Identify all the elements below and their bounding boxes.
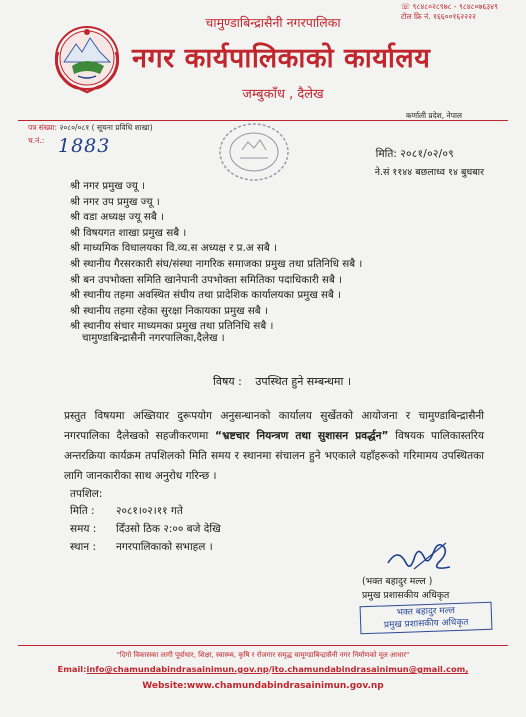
schedule-details bbox=[70, 502, 221, 556]
date-label: मिति: bbox=[375, 148, 397, 160]
stamp-name: भक्त बहादुर मल्ल bbox=[396, 605, 456, 619]
letter-number-value: २०८०/०८१ ( सूचना प्रविधि शाखा) bbox=[59, 123, 153, 132]
recipient-item: श्री स्थानीय संचार माध्यमका प्रमुख तथा प्रतिनिधि सबै । bbox=[70, 320, 274, 333]
body-text-1: प्रस्तुत विषयमा अख्तियार दुरूपयोग अनुसन्धानको कार्यालय सुर्खेतको आयोजना र चामुण्डाबिन्द्रासैनी नगरपालिका दैलेखको सहजीकरणमा bbox=[64, 410, 484, 442]
phone-numbers: ☏ ९८४८०२८९७८ - ९८४८०७६३४९ bbox=[400, 2, 498, 11]
stamp-designation: प्रमुख प्रशासकीय अधिकृत bbox=[383, 617, 469, 631]
footer-website bbox=[0, 681, 526, 691]
body-text-2: विषयक पालिकास्तरिय अन्तरक्रिया कार्यक्रम तपशिलको मिति समय र स्थानमा संचालन हुने भएकाले यहाँहरूको गरिमामय उपस्थितका लागि जानकारीका साथ अनुरोध गरिन्छ । bbox=[64, 430, 485, 482]
website-link[interactable]: www.chamundabindrasainimun.gov.np bbox=[186, 681, 384, 691]
letter-date bbox=[376, 147, 454, 161]
recipient-item: श्री नगर उप प्रमुख ज्यू । bbox=[70, 195, 160, 208]
letter-number-label: पत्र संख्या: bbox=[28, 123, 58, 132]
signer-name: (भक्त बहादुर मल्ल ) bbox=[362, 576, 433, 587]
office-location: जम्बुकाँध , दैलेख bbox=[242, 87, 324, 102]
recipient-item: श्री बन उपभोक्ता समिति खानेपानी उपभोक्ता समितिका पदाधिकारी सबै । bbox=[70, 273, 343, 286]
schedule-title: तपशिल: bbox=[70, 488, 103, 500]
date-value: २०८१/०२/०९ bbox=[400, 148, 454, 160]
recipient-item: श्री विषयगत शाखा प्रमुख सबै । bbox=[70, 226, 187, 239]
footer-slogan: "दिगो विकासका लागी पूर्वाधार, शिक्षा, स्वास्थ्य, कृषि र रोजगार समृद्ध चामुण्डाबिन्द्रासैनी नगर निर्माणको मूल आधार" bbox=[116, 651, 410, 659]
office-title: नगर कार्यपालिकाको कार्यालय bbox=[132, 43, 431, 74]
municipality-name: चामुण्डाबिन्द्रासैनी नगरपालिका bbox=[205, 15, 341, 30]
footer-divider bbox=[18, 645, 508, 646]
subject-line bbox=[0, 374, 526, 389]
recipient-item: श्री स्थानीय तहमा रहेका सुरक्षा निकायका प्रमुख सबै । bbox=[70, 304, 268, 317]
email-separator: / bbox=[268, 664, 272, 674]
dispatch-label: च.नं.: bbox=[28, 136, 45, 145]
letter-number bbox=[28, 123, 153, 133]
schedule-label: मिति : bbox=[70, 505, 95, 517]
schedule-label: स्थान : bbox=[70, 541, 97, 553]
program-title: “भ्रष्टचार नियन्त्रण तथा सुशासन प्रवर्द्धन” bbox=[215, 430, 389, 442]
footer-emails bbox=[0, 664, 526, 674]
signature-icon bbox=[384, 533, 454, 577]
toll-free-number: टोल फ्रि नं. १६६००१६२२२२ bbox=[400, 12, 476, 21]
recipient-item: श्री स्थानीय तहमा अवस्थित संघीय तथा प्रादेशिक कार्यालयका प्रमुख सबै । bbox=[70, 289, 342, 302]
province-line: कर्णाली प्रदेश, नेपाल bbox=[405, 111, 462, 120]
recipient-list bbox=[70, 179, 362, 335]
schedule-label: समय : bbox=[70, 523, 97, 535]
nepal-era-date: ने.सं ११४४ बछलाध्व १४ बुधबार bbox=[374, 167, 484, 178]
schedule-row bbox=[70, 538, 221, 556]
schedule-value: २०८१।०२।११ गते bbox=[116, 505, 183, 517]
body-paragraph bbox=[64, 406, 484, 486]
email-label: Email: bbox=[57, 664, 87, 674]
schedule-value: दिँउसो ठिक २:०० बजे देखि bbox=[116, 523, 221, 535]
subject-text: उपस्थित हुने सम्बन्धमा । bbox=[255, 375, 352, 388]
schedule-row bbox=[70, 520, 221, 538]
schedule-value: नगरपालिकाको सभाहल । bbox=[116, 541, 213, 553]
subject-label: विषय : bbox=[212, 375, 242, 388]
signature-stamp bbox=[360, 602, 493, 635]
recipient-item: श्री नगर प्रमुख ज्यू । bbox=[70, 180, 145, 192]
recipient-item: श्री स्थानीय गैरसरकारी संघ/संस्था नागरिक समाजका प्रमुख तथा प्रतिनिधि सबै । bbox=[70, 257, 363, 270]
signer-designation: प्रमुख प्रशासकीय अधिकृत bbox=[362, 590, 450, 601]
recipient-item: श्री माध्यमिक विधालयका वि.व्य.स अध्यक्ष र प्र.अ सबै । bbox=[70, 242, 277, 255]
recipient-item: श्री वडा अध्यक्ष ज्यू सबै । bbox=[70, 211, 164, 224]
email-link-ito[interactable]: ito.chamundabindrasainimun@gmail.com, bbox=[271, 664, 469, 674]
schedule-row bbox=[70, 502, 221, 520]
website-label: Website: bbox=[142, 681, 187, 691]
dispatch-number: 1883 bbox=[58, 135, 111, 157]
recipient-location: चामुण्डाबिन्द्रासैनी नगरपालिका,दैलेख । bbox=[82, 332, 225, 344]
office-stamp-icon bbox=[216, 120, 292, 184]
email-link-info[interactable]: info@chamundabindrasainimun.gov.np bbox=[86, 664, 269, 674]
